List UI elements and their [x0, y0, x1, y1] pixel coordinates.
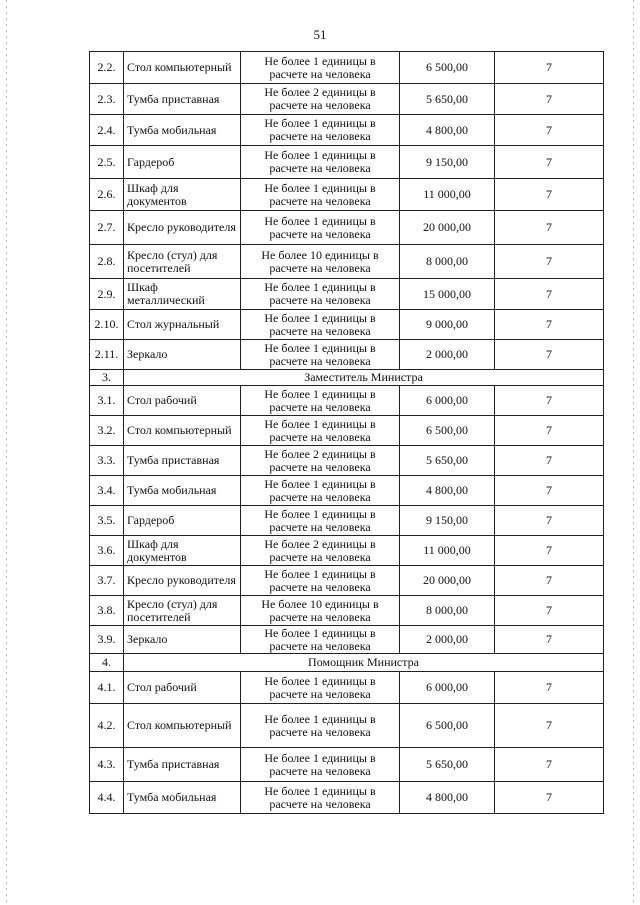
item-name: Стол рабочий	[124, 386, 241, 416]
item-name: Гардероб	[124, 146, 241, 179]
table-row	[90, 115, 604, 146]
item-number: 2.3.	[90, 84, 124, 115]
item-name: Тумба приставная	[124, 748, 241, 782]
table-row	[90, 748, 604, 782]
item-number: 3.6.	[90, 536, 124, 566]
table-row	[90, 386, 604, 416]
section-number: 4.	[90, 654, 124, 672]
item-number: 4.1.	[90, 672, 124, 704]
item-service-years: 7	[495, 386, 604, 416]
item-number: 2.2.	[90, 52, 124, 84]
table-row	[90, 211, 604, 245]
item-service-years: 7	[495, 115, 604, 146]
item-price: 20 000,00	[400, 566, 495, 596]
item-number: 4.3.	[90, 748, 124, 782]
item-price: 9 150,00	[400, 506, 495, 536]
table-row	[90, 506, 604, 536]
item-price: 2 000,00	[400, 626, 495, 654]
item-norm: Не более 2 единицы в расчете на человека	[241, 536, 400, 566]
item-norm: Не более 1 единицы в расчете на человека	[241, 52, 400, 84]
item-norm: Не более 10 единицы в расчете на человека	[241, 596, 400, 626]
item-norm: Не более 1 единицы в расчете на человека	[241, 279, 400, 310]
item-name: Стол журнальный	[124, 310, 241, 340]
table-row	[90, 626, 604, 654]
table-row	[90, 446, 604, 476]
table-row	[90, 52, 604, 84]
item-service-years: 7	[495, 782, 604, 814]
item-price: 6 000,00	[400, 386, 495, 416]
item-number: 2.7.	[90, 211, 124, 245]
item-norm: Не более 1 единицы в расчете на человека	[241, 476, 400, 506]
item-norm: Не более 1 единицы в расчете на человека	[241, 782, 400, 814]
table-row	[90, 179, 604, 211]
item-price: 5 650,00	[400, 446, 495, 476]
item-name: Кресло руководителя	[124, 566, 241, 596]
table-row	[90, 245, 604, 279]
item-price: 5 650,00	[400, 84, 495, 115]
item-norm: Не более 1 единицы в расчете на человека	[241, 146, 400, 179]
item-service-years: 7	[495, 446, 604, 476]
item-norm: Не более 1 единицы в расчете на человека	[241, 386, 400, 416]
table-row	[90, 566, 604, 596]
item-name: Тумба приставная	[124, 84, 241, 115]
item-norm: Не более 10 единицы в расчете на человека	[241, 245, 400, 279]
table-row	[90, 340, 604, 370]
item-number: 3.2.	[90, 416, 124, 446]
item-norm: Не более 1 единицы в расчете на человека	[241, 340, 400, 370]
section-title: Помощник Министра	[124, 654, 604, 672]
item-name: Шкаф для документов	[124, 536, 241, 566]
item-name: Кресло (стул) для посетителей	[124, 245, 241, 279]
item-service-years: 7	[495, 146, 604, 179]
item-norm: Не более 1 единицы в расчете на человека	[241, 211, 400, 245]
table-row	[90, 146, 604, 179]
item-number: 2.6.	[90, 179, 124, 211]
item-name: Тумба приставная	[124, 446, 241, 476]
item-number: 2.9.	[90, 279, 124, 310]
item-price: 8 000,00	[400, 596, 495, 626]
item-number: 4.4.	[90, 782, 124, 814]
item-name: Зеркало	[124, 340, 241, 370]
item-service-years: 7	[495, 310, 604, 340]
section-row	[90, 654, 604, 672]
item-service-years: 7	[495, 84, 604, 115]
item-service-years: 7	[495, 672, 604, 704]
table-row	[90, 596, 604, 626]
item-number: 2.10.	[90, 310, 124, 340]
item-norm: Не более 1 единицы в расчете на человека	[241, 310, 400, 340]
item-number: 3.5.	[90, 506, 124, 536]
table-row	[90, 310, 604, 340]
item-name: Шкаф для документов	[124, 179, 241, 211]
item-name: Тумба мобильная	[124, 115, 241, 146]
item-service-years: 7	[495, 476, 604, 506]
item-name: Шкаф металлический	[124, 279, 241, 310]
item-name: Гардероб	[124, 506, 241, 536]
item-name: Кресло (стул) для посетителей	[124, 596, 241, 626]
item-price: 6 500,00	[400, 52, 495, 84]
item-price: 8 000,00	[400, 245, 495, 279]
item-norm: Не более 1 единицы в расчете на человека	[241, 626, 400, 654]
item-norm: Не более 1 единицы в расчете на человека	[241, 416, 400, 446]
item-norm: Не более 1 единицы в расчете на человека	[241, 748, 400, 782]
table-row	[90, 416, 604, 446]
item-price: 4 800,00	[400, 115, 495, 146]
item-service-years: 7	[495, 566, 604, 596]
item-service-years: 7	[495, 506, 604, 536]
item-name: Зеркало	[124, 626, 241, 654]
item-number: 2.5.	[90, 146, 124, 179]
item-norm: Не более 2 единицы в расчете на человека	[241, 446, 400, 476]
item-name: Стол компьютерный	[124, 52, 241, 84]
item-norm: Не более 1 единицы в расчете на человека	[241, 506, 400, 536]
item-norm: Не более 2 единицы в расчете на человека	[241, 84, 400, 115]
item-price: 11 000,00	[400, 536, 495, 566]
item-service-years: 7	[495, 279, 604, 310]
item-price: 4 800,00	[400, 782, 495, 814]
item-name: Стол компьютерный	[124, 704, 241, 748]
item-number: 3.7.	[90, 566, 124, 596]
item-service-years: 7	[495, 416, 604, 446]
scan-margin-right	[633, 0, 634, 905]
section-title: Заместитель Министра	[124, 370, 604, 386]
section-number: 3.	[90, 370, 124, 386]
item-service-years: 7	[495, 179, 604, 211]
item-service-years: 7	[495, 704, 604, 748]
item-service-years: 7	[495, 748, 604, 782]
item-service-years: 7	[495, 626, 604, 654]
item-service-years: 7	[495, 211, 604, 245]
item-number: 3.1.	[90, 386, 124, 416]
item-price: 6 500,00	[400, 704, 495, 748]
item-price: 20 000,00	[400, 211, 495, 245]
item-number: 3.4.	[90, 476, 124, 506]
table-row	[90, 672, 604, 704]
item-norm: Не более 1 единицы в расчете на человека	[241, 672, 400, 704]
item-service-years: 7	[495, 536, 604, 566]
item-price: 2 000,00	[400, 340, 495, 370]
item-price: 6 000,00	[400, 672, 495, 704]
item-name: Тумба мобильная	[124, 476, 241, 506]
item-price: 9 150,00	[400, 146, 495, 179]
item-name: Стол рабочий	[124, 672, 241, 704]
item-price: 11 000,00	[400, 179, 495, 211]
section-row	[90, 370, 604, 386]
item-number: 3.8.	[90, 596, 124, 626]
furniture-norms-table	[89, 51, 604, 814]
table-row	[90, 476, 604, 506]
item-service-years: 7	[495, 52, 604, 84]
item-number: 2.4.	[90, 115, 124, 146]
item-norm: Не более 1 единицы в расчете на человека	[241, 115, 400, 146]
scan-margin-left	[6, 0, 7, 905]
item-norm: Не более 1 единицы в расчете на человека	[241, 704, 400, 748]
table-row	[90, 782, 604, 814]
table-row	[90, 704, 604, 748]
item-number: 4.2.	[90, 704, 124, 748]
item-norm: Не более 1 единицы в расчете на человека	[241, 179, 400, 211]
item-number: 3.9.	[90, 626, 124, 654]
item-name: Тумба мобильная	[124, 782, 241, 814]
item-name: Кресло руководителя	[124, 211, 241, 245]
item-price: 4 800,00	[400, 476, 495, 506]
item-number: 2.8.	[90, 245, 124, 279]
item-price: 15 000,00	[400, 279, 495, 310]
page-number: 51	[313, 27, 327, 42]
item-norm: Не более 1 единицы в расчете на человека	[241, 566, 400, 596]
item-number: 3.3.	[90, 446, 124, 476]
item-service-years: 7	[495, 596, 604, 626]
table-row	[90, 84, 604, 115]
table-row	[90, 279, 604, 310]
item-name: Стол компьютерный	[124, 416, 241, 446]
item-price: 9 000,00	[400, 310, 495, 340]
item-price: 6 500,00	[400, 416, 495, 446]
item-number: 2.11.	[90, 340, 124, 370]
table-row	[90, 536, 604, 566]
item-service-years: 7	[495, 245, 604, 279]
item-price: 5 650,00	[400, 748, 495, 782]
item-service-years: 7	[495, 340, 604, 370]
